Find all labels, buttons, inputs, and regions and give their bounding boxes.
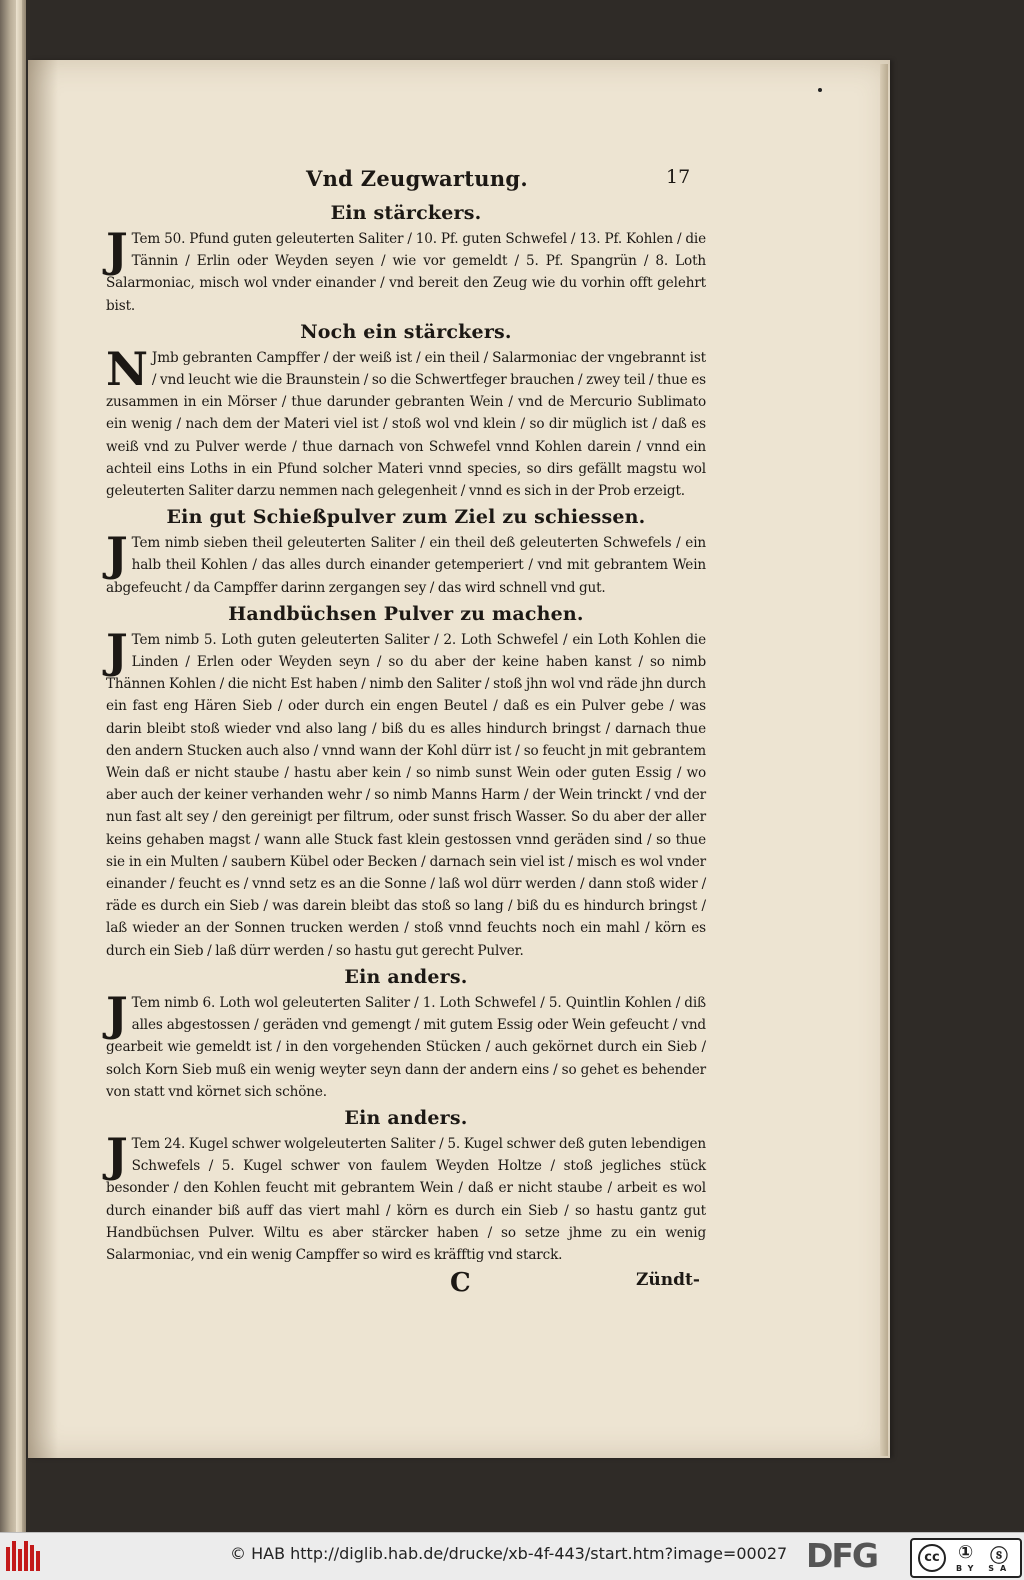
facing-page-fold <box>16 0 22 1532</box>
signature-mark: C <box>450 1268 471 1299</box>
page-text <box>106 166 706 1300</box>
section-body: Jmb gebranten Campffer / der weiß ist / ein theil / Salarmoniac der vngebrannt ist / vnd leucht wie die Braunstein / so die Schwertfeger brauchen / zwey teil / thue es zusammen in ein Mörser / thue darunder gebranten Wein / vnd de Mercurio Sublimato ein wenig / nach dem der Materi viel ist / stoß wol vnd klein / so dir müglich ist / daß es weiß vnd zu Pulver werde / thue darnach von Schwefel vnnd Kohlen darein / vnnd ein achteil eins Loths in ein Pfund solcher Materi vnnd species, so dirs gefällt magstu wol geleuterten Saliter darzu nemmen nach gelegenheit / vnnd es sich in der Prob erzeigt. <box>106 349 706 500</box>
ink-speck <box>818 88 822 92</box>
catchword: Zündt- <box>636 1270 700 1291</box>
running-head <box>106 166 706 198</box>
section-heading: Noch ein stärckers. <box>300 320 512 343</box>
page-edge <box>880 64 888 1456</box>
drop-initial: J <box>106 223 128 277</box>
drop-initial: N <box>106 341 148 396</box>
drop-initial: J <box>106 527 128 582</box>
drop-initial: J <box>106 623 128 678</box>
cc-icon: cc <box>918 1544 946 1572</box>
section-heading: Ein gut Schießpulver zum Ziel zu schiessen. <box>166 506 646 529</box>
running-title: Vnd Zeugwartung. <box>306 166 528 191</box>
facing-page-edge <box>0 0 26 1532</box>
license-caption: BY SA <box>956 1564 1013 1573</box>
section-body: Tem nimb 5. Loth guten geleuterten Saliter / 2. Loth Schwefel / ein Loth Kohlen die Linden / Erlen oder Weyden seyn / so du aber der keine haben kanst / so nimb Thännen Kohlen / die nicht Est haben / nimb den Saliter / stoß jhn wol vnd räde jhn durch ein fast eng Hären Sieb / oder durch ein engen Beutel / daß es ein Pulver gebe / was darin bleibt stoß wieder vnd also lang / biß du es alles hindurch bringst / darnach thue den andern Stucken auch also / vnnd wann der Kohl dürr ist / so feucht jn mit gebrantem Wein daß er nicht staube / hastu aber kein / so nimb sunst Wein oder guten Essig / wo aber auch der keiner verhanden wehr / so nimb Manns Harm / der Wein trinckt / vnd der nun fast alt sey / den gereinigt per filtrum, oder sunst frisch Wasser. So du aber der aller keins gehaben magst / wann alle Stuck fast klein gestossen vnnd geräden sind / so thue sie in ein Multen / saubern Kübel oder Becken / darnach sein viel ist / misch es wol vnder einander / feucht es / vnnd setz es an die Sonne / laß wol dürr werden / dann stoß wider / räde es durch ein Sieb / was darein bleibt das stoß so lang / biß du es hindurch bringst / laß wieder an der Sonnen trucken werden / stoß vnnd feuchts noch ein mahl / körn es durch ein Sieb / laß dürr werden / so hastu gut gerecht Pulver. <box>106 631 706 959</box>
permalink[interactable]: © HAB http://diglib.hab.de/drucke/xb-4f-443/start.htm?image=00027 <box>230 1544 788 1563</box>
section-heading: Ein anders. <box>344 965 468 988</box>
by-icon: ① <box>958 1542 974 1563</box>
page-number: 17 <box>666 166 691 188</box>
viewer-footer <box>0 1532 1024 1580</box>
section-body: Tem 24. Kugel schwer wolgeleuterten Saliter / 5. Kugel schwer deß guten lebendigen Schwefels / 5. Kugel schwer von faulem Weyden Holtze / stoß jegliches stück besonder / den Kohlen feucht mit gebrantem Wein / daß er nicht staube / arbeit es wol durch einander biß auff das viert mahl / körn es durch ein Sieb / so hastu gantz gut Handbüchsen Pulver. Wiltu es aber stärcker haben / so setze jhme zu ein wenig Salarmoniac, vnd ein wenig Campffer so wird es kräfftig vnd starck. <box>106 1135 706 1263</box>
section-heading: Ein anders. <box>344 1106 468 1129</box>
section-heading: Ein stärckers. <box>330 202 482 224</box>
hab-logo-icon <box>6 1541 42 1571</box>
section-text <box>106 1127 706 1266</box>
section-body: Tem nimb sieben theil geleuterten Saliter / ein theil deß geleuterten Schwefels / ein halb theil Kohlen / das alles durch einander getemperiert / vnd mit gebrantem Wein abgefeucht / da Campffer darinn zergangen sey / das wird schnell vnd gut. <box>106 535 706 596</box>
section-body: Tem nimb 6. Loth wol geleuterten Saliter / 1. Loth Schwefel / 5. Quintlin Kohlen / diß alles abgestossen / geräden vnd gemengt / mit gutem Essig oder Wein gefeucht / vnd gearbeit wie gemeldt ist / in den vorgehenden Stücken / auch gekörnet durch ein Sieb / solch Korn Sieb muß ein wenig weyter seyn dann der andern eins / so gehet es behender von statt vnd körnet sich schöne. <box>106 994 706 1100</box>
sa-icon: ⓢ <box>990 1546 1008 1567</box>
section-text <box>106 623 706 962</box>
cc-license-badge[interactable] <box>910 1538 1022 1578</box>
page-foot <box>106 1268 706 1300</box>
section-text <box>106 341 706 502</box>
section-heading: Handbüchsen Pulver zu machen. <box>228 602 584 625</box>
section-text <box>106 986 706 1103</box>
section-text <box>106 223 706 317</box>
section-text <box>106 527 706 599</box>
dfg-logo: DFG <box>806 1536 878 1575</box>
drop-initial: J <box>106 1127 128 1182</box>
section-body: Tem 50. Pfund guten geleuterten Saliter / 10. Pf. guten Schwefel / 13. Pf. Kohlen / die Tännin / Erlin oder Weyden seyen / wie vor gemeldt / 5. Pf. Spangrün / 8. Loth Salarmoniac, misch wol vnder einander / vnd bereit den Zeug wie du vorhin offt gelehrt bist. <box>106 231 706 314</box>
page-gutter-shadow <box>28 60 58 1458</box>
drop-initial: J <box>106 986 128 1041</box>
